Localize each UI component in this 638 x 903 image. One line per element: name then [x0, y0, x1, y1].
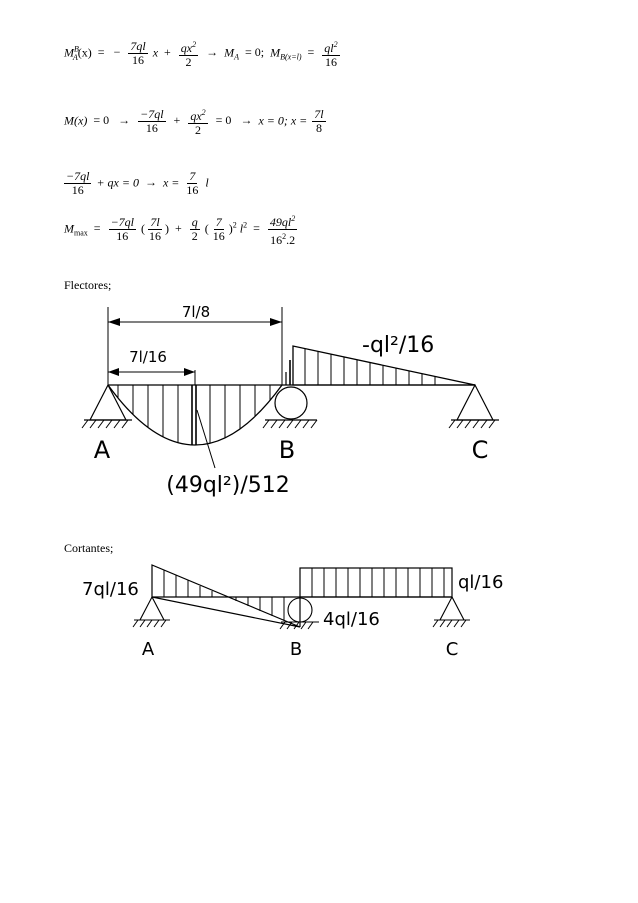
- dimension-7l16: [108, 348, 195, 385]
- eq1-ma-rest: = 0;: [245, 45, 265, 60]
- eq3-mid: + qx = 0: [96, 175, 139, 190]
- shear-rectangle: [300, 568, 452, 597]
- eq1-ma-sub: A: [234, 52, 240, 62]
- eq3-frac2-den: 16: [186, 183, 199, 197]
- eq1-frac3-num: ql: [324, 41, 334, 55]
- eq4-frac5-den-sup: 2: [282, 232, 287, 241]
- eq1-lhs-arg: (x): [77, 45, 92, 60]
- max-leader: [197, 410, 215, 468]
- shear-support-label-b: B: [289, 639, 303, 660]
- eq1-minus: −: [113, 45, 121, 60]
- eq1-frac2-sup: 2: [192, 40, 197, 49]
- eq3-l: l: [205, 175, 209, 190]
- moment-parabola: [108, 385, 282, 445]
- support-b-roller: [263, 387, 317, 428]
- eq3-frac1: [64, 170, 91, 197]
- shear-support-a: [133, 597, 170, 627]
- eq4-frac3-num: q: [191, 215, 198, 229]
- bending-moment-diagram: [0, 290, 638, 510]
- eq4-frac1-num: −7ql: [110, 215, 134, 229]
- shear-triangle: [152, 565, 300, 627]
- eq4-frac5: [268, 212, 297, 247]
- eq4-frac1-den: 16: [116, 229, 129, 243]
- equation-max-position: [62, 170, 209, 197]
- moment-label-a: A: [93, 436, 111, 464]
- support-c-pin: [449, 385, 499, 428]
- parabola-hatching: [118, 385, 270, 450]
- eq4-frac5-den-rest: .2: [286, 233, 296, 247]
- eq3-frac1-den: 16: [71, 183, 84, 197]
- moment-max-label: (49ql²)/512: [166, 473, 290, 498]
- eq4-frac4-num: 7: [215, 215, 222, 229]
- equation-null-moment: [64, 106, 328, 137]
- eq1-mb-eq: =: [307, 45, 315, 60]
- equation-reactions: [64, 38, 342, 69]
- eq4-frac2-num: 7l: [150, 215, 160, 229]
- moment-negative-label: -ql²/16: [362, 333, 435, 358]
- moment-label-b: B: [278, 436, 296, 464]
- equation-max-moment: [64, 212, 299, 247]
- eq2-frac2-sup: 2: [201, 108, 206, 117]
- eq4-paren-close2: ): [228, 221, 233, 236]
- shear-label-c-value: ql/16: [458, 572, 504, 593]
- label-flectores: Flectores;: [64, 278, 112, 292]
- eq4-frac3-den: 2: [191, 229, 198, 243]
- eq4-plus: +: [175, 221, 182, 236]
- eq1-frac3: [322, 38, 339, 69]
- eq4-lhs-sub: max: [74, 228, 88, 238]
- eq3-frac2-num: 7: [189, 169, 196, 183]
- eq4-frac2-den: 16: [149, 229, 161, 243]
- eq4-lhs: M: [64, 221, 74, 236]
- eq1-equals: =: [97, 45, 105, 60]
- eq1-frac1-num: 7ql: [130, 39, 146, 53]
- eq4-paren-close: ): [165, 221, 169, 236]
- eq1-frac2-num: qx: [180, 41, 193, 55]
- eq4-eq: =: [93, 221, 101, 236]
- eq4-frac5-num: 49ql: [269, 215, 292, 229]
- dim-7l8-label: 7l/8: [181, 303, 211, 321]
- eq1-lhs: M: [64, 45, 74, 60]
- eq2-arrow2: →: [240, 113, 253, 128]
- eq3-frac1-num: −7ql: [66, 169, 90, 183]
- eq4-paren-open2: (: [204, 221, 209, 236]
- eq1-lhs-sub: A: [72, 52, 78, 62]
- shear-support-label-a: A: [141, 639, 155, 660]
- eq1-frac1: [128, 40, 147, 67]
- eq2-frac3: [312, 108, 325, 135]
- shear-support-c: [433, 597, 470, 627]
- eq1-ma: M: [224, 45, 235, 60]
- shear-rectangle-hatching: [312, 568, 444, 597]
- label-cortantes: Cortantes;: [64, 541, 114, 555]
- eq2-arrow1: →: [118, 113, 131, 128]
- eq4-frac4: [211, 216, 227, 243]
- eq2-frac2: [188, 106, 207, 137]
- eq1-frac3-sup: 2: [333, 40, 338, 49]
- eq2-frac3-den: 8: [315, 121, 322, 135]
- moment-label-c: C: [471, 436, 489, 464]
- eq4-frac1: [109, 216, 136, 243]
- eq1-mb-sub: B(x=l): [280, 52, 302, 62]
- eq4-paren-open: (: [141, 221, 145, 236]
- eq4-eq2: =: [253, 221, 260, 236]
- shear-label-b-value: 4ql/16: [323, 609, 380, 630]
- eq1-frac3-den: 16: [324, 55, 337, 69]
- eq3-xeq: x =: [162, 175, 180, 190]
- eq4-frac4-den: 16: [212, 229, 225, 243]
- dim-7l16-label: 7l/16: [129, 348, 167, 366]
- shear-support-label-c: C: [445, 639, 459, 660]
- eq1-mb: M: [270, 45, 281, 60]
- eq2-frac2-num: qx: [190, 109, 202, 123]
- eq2-frac1-den: 16: [145, 121, 158, 135]
- eq3-frac2: [184, 170, 200, 197]
- eq1-frac1-den: 16: [132, 53, 145, 67]
- eq2-frac3-num: 7l: [314, 107, 324, 121]
- eq1-lhs-sup: B: [74, 44, 79, 54]
- eq2-plus: +: [173, 113, 181, 128]
- shear-force-diagram: [0, 550, 638, 665]
- eq4-frac5-num-sup: 2: [291, 214, 296, 223]
- eq4-l2: l: [239, 221, 244, 236]
- eq3-arrow: →: [144, 175, 157, 190]
- eq2-frac1-num: −7ql: [140, 107, 164, 121]
- eq1-arrow: →: [206, 45, 219, 60]
- eq4-sq: 2: [232, 220, 237, 230]
- eq1-frac2: [179, 38, 198, 69]
- eq2-rest: x = 0; x =: [258, 113, 308, 128]
- eq2-frac1: [138, 108, 165, 135]
- eq2-frac2-den: 2: [194, 123, 201, 137]
- shear-label-a-value: 7ql/16: [82, 579, 139, 600]
- eq2-lhs: M(x): [64, 113, 88, 128]
- eq1-x: x: [152, 45, 159, 60]
- eq1-plus: +: [164, 45, 171, 60]
- eq4-frac3: [190, 216, 200, 243]
- eq2-eq0b: = 0: [215, 113, 232, 128]
- eq1-frac2-den: 2: [185, 55, 192, 69]
- eq4-l2-sup: 2: [243, 220, 248, 230]
- eq4-frac5-den: 16: [270, 233, 283, 247]
- eq4-frac2: [147, 216, 163, 243]
- eq2-eq0: = 0: [93, 113, 110, 128]
